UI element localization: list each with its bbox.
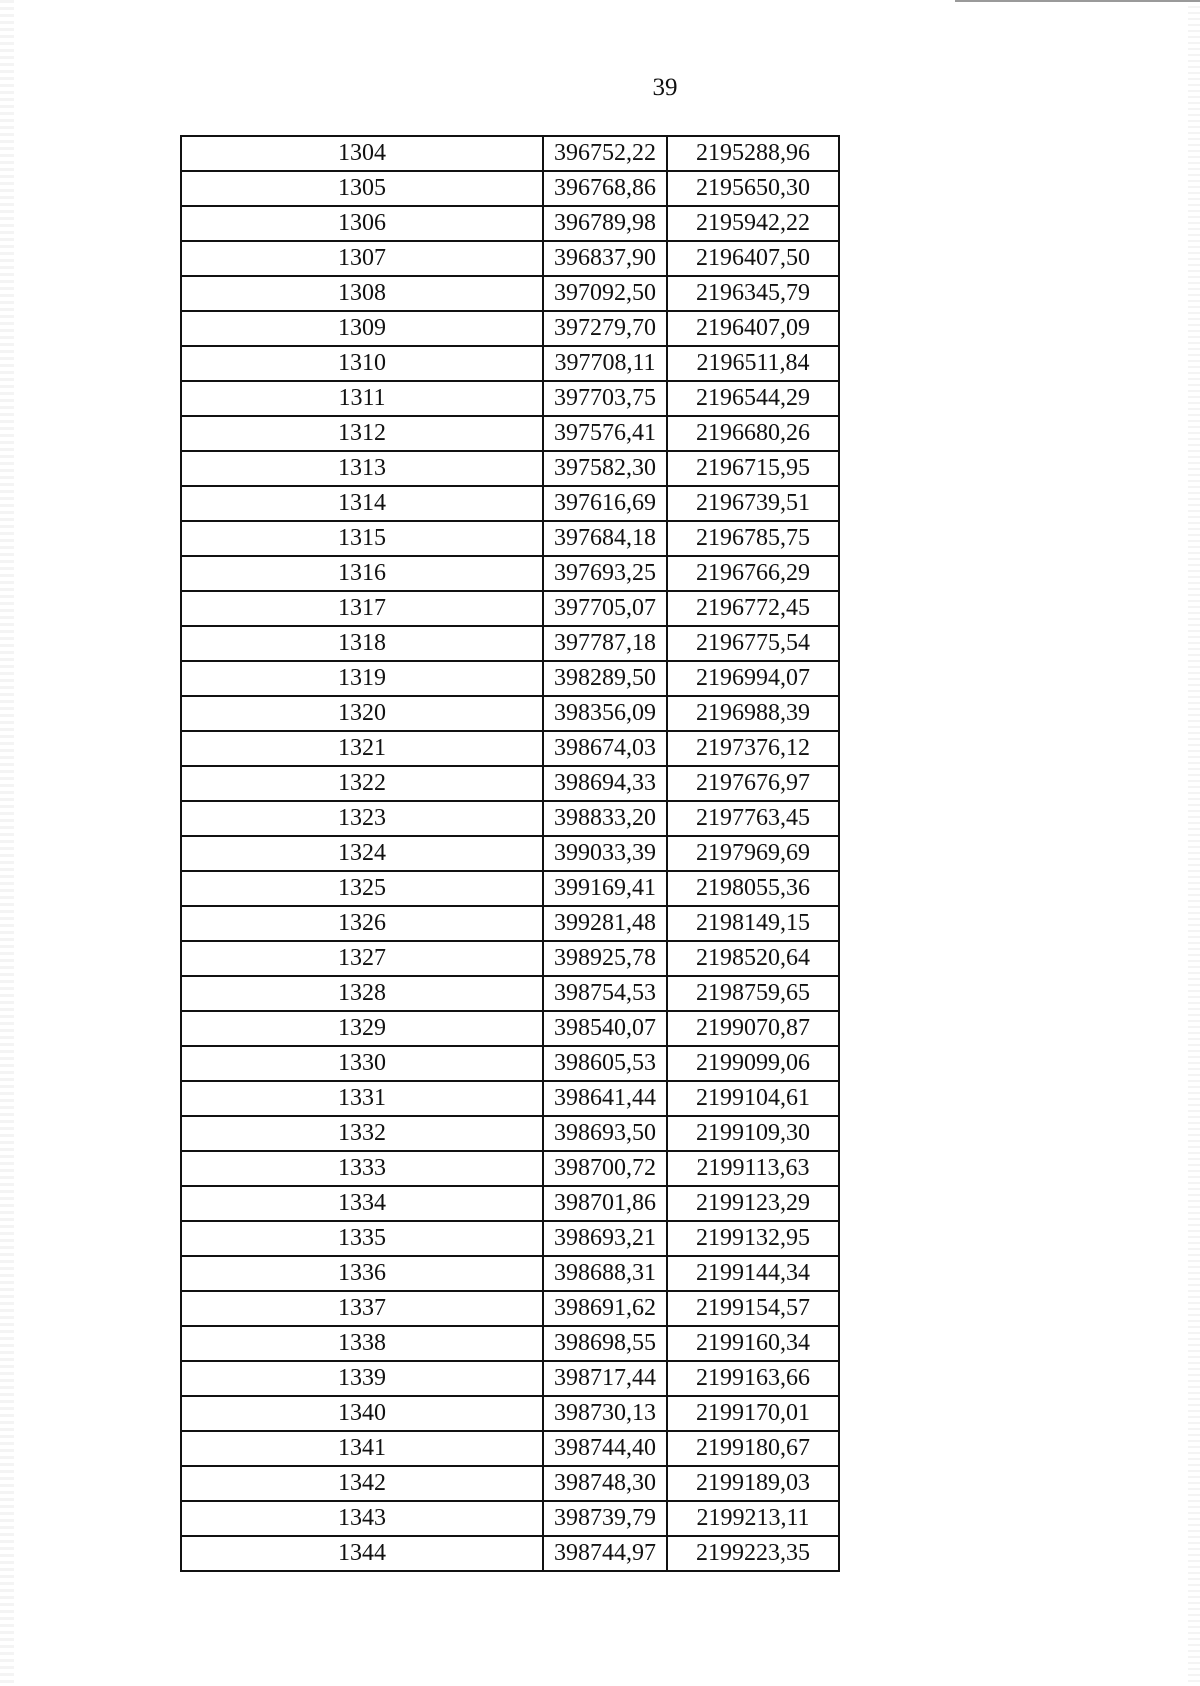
y-coordinate-cell: 2196739,51	[667, 486, 839, 521]
table-row	[181, 976, 839, 1011]
x-coordinate-cell: 398693,21	[543, 1221, 667, 1256]
point-number-cell: 1314	[181, 486, 543, 521]
point-number-cell: 1338	[181, 1326, 543, 1361]
point-number-cell: 1315	[181, 521, 543, 556]
point-number-cell: 1340	[181, 1396, 543, 1431]
table-row	[181, 521, 839, 556]
table-row	[181, 836, 839, 871]
table-row	[181, 416, 839, 451]
x-coordinate-cell: 397684,18	[543, 521, 667, 556]
y-coordinate-cell: 2199099,06	[667, 1046, 839, 1081]
x-coordinate-cell: 398700,72	[543, 1151, 667, 1186]
y-coordinate-cell: 2199070,87	[667, 1011, 839, 1046]
x-coordinate-cell: 397703,75	[543, 381, 667, 416]
coordinates-table-body	[181, 136, 839, 1571]
table-row	[181, 171, 839, 206]
x-coordinate-cell: 398754,53	[543, 976, 667, 1011]
x-coordinate-cell: 398739,79	[543, 1501, 667, 1536]
y-coordinate-cell: 2199144,34	[667, 1256, 839, 1291]
point-number-cell: 1310	[181, 346, 543, 381]
point-number-cell: 1337	[181, 1291, 543, 1326]
y-coordinate-cell: 2196772,45	[667, 591, 839, 626]
table-row	[181, 1256, 839, 1291]
point-number-cell: 1321	[181, 731, 543, 766]
table-row	[181, 276, 839, 311]
y-coordinate-cell: 2196680,26	[667, 416, 839, 451]
table-row	[181, 241, 839, 276]
x-coordinate-cell: 398691,62	[543, 1291, 667, 1326]
table-row	[181, 136, 839, 171]
table-row	[181, 1396, 839, 1431]
point-number-cell: 1344	[181, 1536, 543, 1571]
table-row	[181, 486, 839, 521]
y-coordinate-cell: 2196988,39	[667, 696, 839, 731]
point-number-cell: 1334	[181, 1186, 543, 1221]
point-number-cell: 1341	[181, 1431, 543, 1466]
x-coordinate-cell: 397576,41	[543, 416, 667, 451]
table-row	[181, 1186, 839, 1221]
x-coordinate-cell: 396768,86	[543, 171, 667, 206]
y-coordinate-cell: 2196715,95	[667, 451, 839, 486]
point-number-cell: 1304	[181, 136, 543, 171]
point-number-cell: 1312	[181, 416, 543, 451]
point-number-cell: 1308	[181, 276, 543, 311]
x-coordinate-cell: 397279,70	[543, 311, 667, 346]
table-row	[181, 1221, 839, 1256]
point-number-cell: 1326	[181, 906, 543, 941]
y-coordinate-cell: 2199170,01	[667, 1396, 839, 1431]
table-row	[181, 766, 839, 801]
y-coordinate-cell: 2199132,95	[667, 1221, 839, 1256]
x-coordinate-cell: 398540,07	[543, 1011, 667, 1046]
y-coordinate-cell: 2199180,67	[667, 1431, 839, 1466]
y-coordinate-cell: 2196785,75	[667, 521, 839, 556]
y-coordinate-cell: 2198055,36	[667, 871, 839, 906]
point-number-cell: 1305	[181, 171, 543, 206]
table-row	[181, 661, 839, 696]
x-coordinate-cell: 397582,30	[543, 451, 667, 486]
point-number-cell: 1324	[181, 836, 543, 871]
table-row	[181, 1431, 839, 1466]
x-coordinate-cell: 398698,55	[543, 1326, 667, 1361]
y-coordinate-cell: 2196407,50	[667, 241, 839, 276]
table-row	[181, 801, 839, 836]
x-coordinate-cell: 398356,09	[543, 696, 667, 731]
table-row	[181, 381, 839, 416]
x-coordinate-cell: 398925,78	[543, 941, 667, 976]
table-row	[181, 1326, 839, 1361]
point-number-cell: 1327	[181, 941, 543, 976]
y-coordinate-cell: 2197969,69	[667, 836, 839, 871]
y-coordinate-cell: 2199109,30	[667, 1116, 839, 1151]
table-row	[181, 1011, 839, 1046]
point-number-cell: 1322	[181, 766, 543, 801]
point-number-cell: 1317	[181, 591, 543, 626]
y-coordinate-cell: 2196775,54	[667, 626, 839, 661]
table-row	[181, 906, 839, 941]
x-coordinate-cell: 398694,33	[543, 766, 667, 801]
x-coordinate-cell: 398833,20	[543, 801, 667, 836]
x-coordinate-cell: 399033,39	[543, 836, 667, 871]
point-number-cell: 1316	[181, 556, 543, 591]
table-row	[181, 1466, 839, 1501]
y-coordinate-cell: 2199189,03	[667, 1466, 839, 1501]
y-coordinate-cell: 2195288,96	[667, 136, 839, 171]
table-row	[181, 591, 839, 626]
point-number-cell: 1320	[181, 696, 543, 731]
y-coordinate-cell: 2199123,29	[667, 1186, 839, 1221]
y-coordinate-cell: 2197376,12	[667, 731, 839, 766]
x-coordinate-cell: 398688,31	[543, 1256, 667, 1291]
table-row	[181, 1361, 839, 1396]
table-row	[181, 1291, 839, 1326]
x-coordinate-cell: 397705,07	[543, 591, 667, 626]
point-number-cell: 1335	[181, 1221, 543, 1256]
x-coordinate-cell: 398701,86	[543, 1186, 667, 1221]
x-coordinate-cell: 398674,03	[543, 731, 667, 766]
x-coordinate-cell: 399281,48	[543, 906, 667, 941]
y-coordinate-cell: 2199213,11	[667, 1501, 839, 1536]
y-coordinate-cell: 2198149,15	[667, 906, 839, 941]
page-number: 39	[652, 74, 678, 101]
coordinates-table	[180, 135, 840, 1572]
point-number-cell: 1330	[181, 1046, 543, 1081]
table-row	[181, 1046, 839, 1081]
y-coordinate-cell: 2196544,29	[667, 381, 839, 416]
table-row	[181, 626, 839, 661]
scan-edge-right	[1188, 0, 1200, 1686]
y-coordinate-cell: 2199160,34	[667, 1326, 839, 1361]
y-coordinate-cell: 2199163,66	[667, 1361, 839, 1396]
point-number-cell: 1331	[181, 1081, 543, 1116]
table-row	[181, 731, 839, 766]
x-coordinate-cell: 398744,97	[543, 1536, 667, 1571]
y-coordinate-cell: 2196345,79	[667, 276, 839, 311]
x-coordinate-cell: 398693,50	[543, 1116, 667, 1151]
x-coordinate-cell: 396837,90	[543, 241, 667, 276]
x-coordinate-cell: 397693,25	[543, 556, 667, 591]
y-coordinate-cell: 2198520,64	[667, 941, 839, 976]
table-row	[181, 871, 839, 906]
x-coordinate-cell: 397616,69	[543, 486, 667, 521]
point-number-cell: 1343	[181, 1501, 543, 1536]
y-coordinate-cell: 2199113,63	[667, 1151, 839, 1186]
scan-top-line	[955, 0, 1200, 2]
point-number-cell: 1325	[181, 871, 543, 906]
y-coordinate-cell: 2199223,35	[667, 1536, 839, 1571]
point-number-cell: 1332	[181, 1116, 543, 1151]
x-coordinate-cell: 398717,44	[543, 1361, 667, 1396]
table-row	[181, 346, 839, 381]
x-coordinate-cell: 396789,98	[543, 206, 667, 241]
y-coordinate-cell: 2197763,45	[667, 801, 839, 836]
y-coordinate-cell: 2195942,22	[667, 206, 839, 241]
y-coordinate-cell: 2196407,09	[667, 311, 839, 346]
table-row	[181, 1151, 839, 1186]
y-coordinate-cell: 2197676,97	[667, 766, 839, 801]
y-coordinate-cell: 2199104,61	[667, 1081, 839, 1116]
x-coordinate-cell: 398748,30	[543, 1466, 667, 1501]
y-coordinate-cell: 2195650,30	[667, 171, 839, 206]
point-number-cell: 1319	[181, 661, 543, 696]
point-number-cell: 1339	[181, 1361, 543, 1396]
x-coordinate-cell: 398641,44	[543, 1081, 667, 1116]
table-row	[181, 206, 839, 241]
table-row	[181, 1081, 839, 1116]
point-number-cell: 1313	[181, 451, 543, 486]
x-coordinate-cell: 397708,11	[543, 346, 667, 381]
x-coordinate-cell: 398730,13	[543, 1396, 667, 1431]
point-number-cell: 1336	[181, 1256, 543, 1291]
y-coordinate-cell: 2196766,29	[667, 556, 839, 591]
point-number-cell: 1306	[181, 206, 543, 241]
y-coordinate-cell: 2199154,57	[667, 1291, 839, 1326]
point-number-cell: 1342	[181, 1466, 543, 1501]
table-row	[181, 1536, 839, 1571]
point-number-cell: 1323	[181, 801, 543, 836]
table-row	[181, 1501, 839, 1536]
table-row	[181, 941, 839, 976]
point-number-cell: 1329	[181, 1011, 543, 1046]
x-coordinate-cell: 399169,41	[543, 871, 667, 906]
y-coordinate-cell: 2196511,84	[667, 346, 839, 381]
point-number-cell: 1311	[181, 381, 543, 416]
point-number-cell: 1307	[181, 241, 543, 276]
point-number-cell: 1309	[181, 311, 543, 346]
x-coordinate-cell: 397092,50	[543, 276, 667, 311]
table-row	[181, 311, 839, 346]
table-row	[181, 696, 839, 731]
y-coordinate-cell: 2196994,07	[667, 661, 839, 696]
point-number-cell: 1318	[181, 626, 543, 661]
x-coordinate-cell: 398744,40	[543, 1431, 667, 1466]
x-coordinate-cell: 396752,22	[543, 136, 667, 171]
x-coordinate-cell: 397787,18	[543, 626, 667, 661]
table-row	[181, 1116, 839, 1151]
point-number-cell: 1328	[181, 976, 543, 1011]
scan-edge-left	[0, 0, 14, 1686]
table-row	[181, 556, 839, 591]
table-row	[181, 451, 839, 486]
point-number-cell: 1333	[181, 1151, 543, 1186]
x-coordinate-cell: 398289,50	[543, 661, 667, 696]
x-coordinate-cell: 398605,53	[543, 1046, 667, 1081]
y-coordinate-cell: 2198759,65	[667, 976, 839, 1011]
